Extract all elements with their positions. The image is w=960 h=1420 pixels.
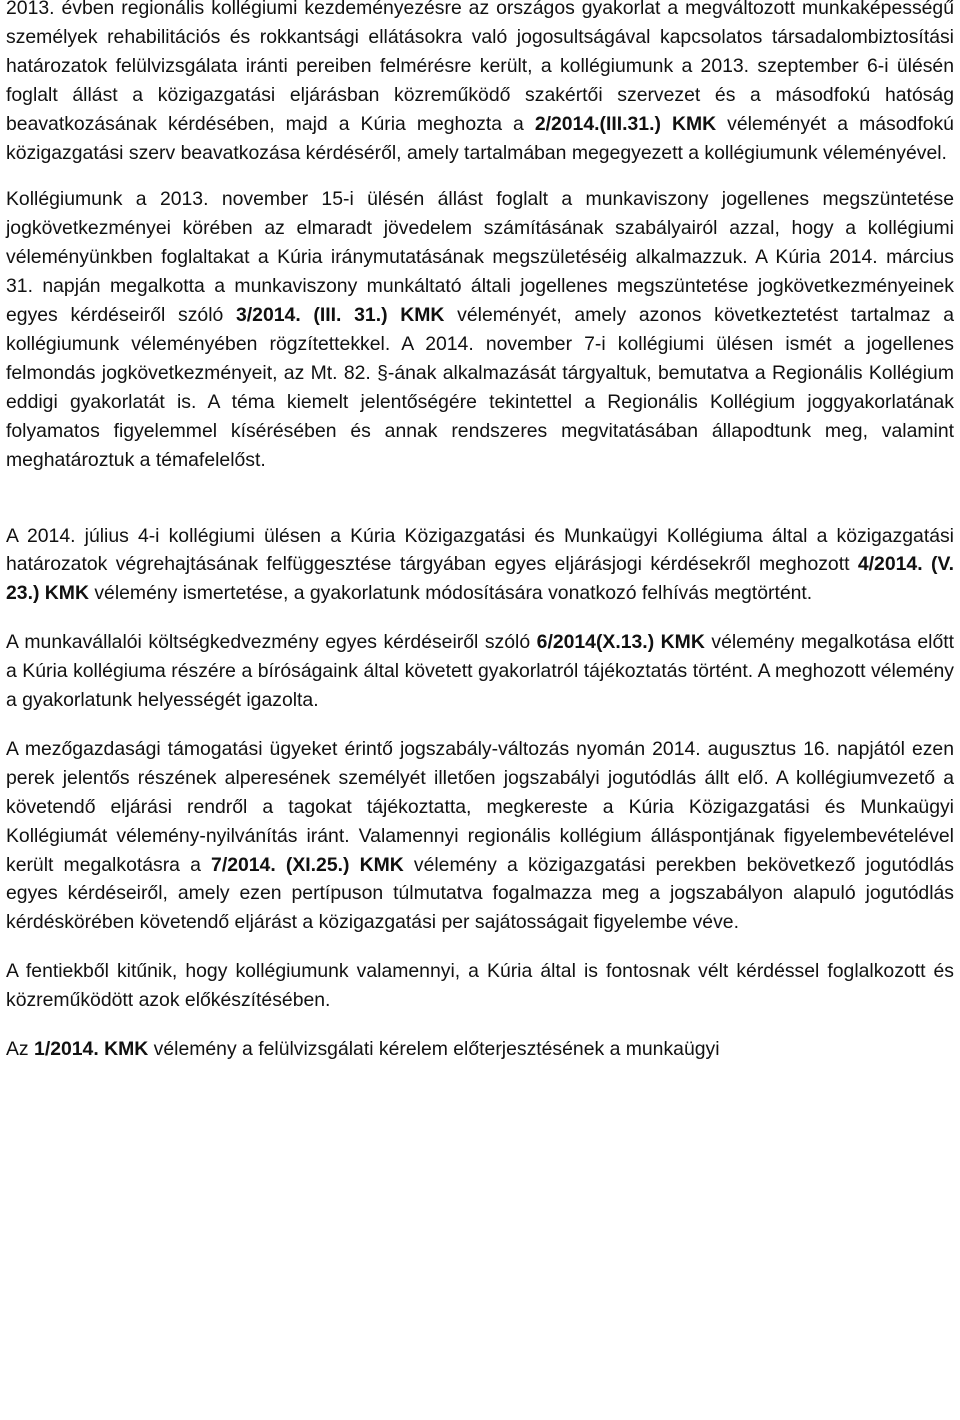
paragraph [6,1035,954,1064]
text-segment: 2013. évben regionális kollégiumi kezdeményezésre az országos gyakorlat a megváltozott munkaképességű személyek rehabilitációs és rokkantsági ellátásokra való jogosultságával kapcsolatos társadalombiztosítási határozatok felülvizsgálata iránti pereiben felmérésre került, a kollégiumunk a 2013. szeptember 6-i ülésén foglalt állást a közigazgatási eljárásban közreműködő szakértői szervezet és a másodfokú hatóság beavatkozásának kérdésében, majd a Kúria meghozta a [6,0,954,135]
paragraph [6,522,954,609]
paragraph-spacer [6,167,954,185]
text-segment: vélemény a közigazgatási perekben bekövetkező jogutódlás egyes kérdéseiről, amely ezen pertípuson túlmutatva fogalmazza meg a jogszabályon alapuló jogutódlás kérdéskörében követendő eljárást a közigazgatási per sajátosságait figyelembe véve. [6,853,954,934]
paragraph-spacer [6,1015,954,1035]
text-segment: vélemény a felülvizsgálati kérelem előterjesztésének a munkaügyi [148,1038,720,1061]
paragraph [6,735,954,937]
reference-number: 4/2014. (V. 23.) KMK [6,553,954,605]
paragraph [6,185,954,474]
text-segment: A munkavállalói költségkedvezmény egyes kérdéseiről szóló [6,631,537,654]
text-segment: Kollégiumunk a 2013. november 15-i ülésén állást foglalt a munkaviszony jogellenes megszüntetése jogkövetkezményei körében az elmaradt jövedelem számításának szabályairól azzal, hogy a kollégiumi véleményünkben foglaltakat a Kúria iránymutatásának megszületéséig alkalmazzuk. A Kúria 2014. március 31. napján megalkotta a munkaviszony munkáltató általi jogellenes megszüntetése jogkövetkezményeinek egyes kérdéseiről szóló [6,188,954,327]
reference-number: 7/2014. (XI.25.) KMK [211,853,404,876]
paragraph [6,957,954,1015]
reference-number: 1/2014. KMK [34,1038,149,1061]
text-segment: A fentiekből kitűnik, hogy kollégiumunk valamennyi, a Kúria által is fontosnak vélt kérdéssel foglalkozott és közreműködött azok előkészítésében. [6,960,954,1012]
paragraph-spacer [6,937,954,957]
text-segment: vélemény megalkotása előtt a Kúria kollégiuma részére a bíróságaink által követett gyakorlatról tájékoztatás történt. A meghozott vélemény a gyakorlatunk helyességét igazolta. [6,631,955,712]
paragraph-spacer [6,715,954,735]
paragraph-spacer [6,475,954,522]
text-segment: A mezőgazdasági támogatási ügyeket érintő jogszabály-változás nyomán 2014. augusztus 16. napjától ezen perek jelentős részének alperesének személyét illetően jogszabályi jogutódlás állt elő. A kollégiumvezető a követendő eljárási rendről a tagokat tájékoztatta, megkereste a Kúria Közigazgatási és Munkaügyi Kollégiumát vélemény-nyilvánítás iránt. Valamennyi regionális kollégium álláspontjának figyelembevételével került megalkotásra a [6,737,954,876]
paragraph [6,628,954,715]
text-segment: véleményét, amely azonos következtetést tartalmaz a kollégiumunk véleményében rögzítettekkel. A 2014. november 7-i kollégiumi ülésen ismét a jogellenes felmondás jogkövetkezményeit, az Mt. 82. §-ának alkalmazását tárgyaltuk, bemutatva a Regionális Kollégium eddigi gyakorlatát is. A téma kiemelt jelentőségére tekintettel a Regionális Kollégium joggyakorlatának folyamatos figyelemmel kísérésében és annak rendszeres megvitatásában állapodtunk meg, valamint meghatároztuk a témafelelőst. [6,304,955,471]
paragraph-spacer [6,608,954,628]
paragraph [6,0,954,167]
text-segment: vélemény ismertetése, a gyakorlatunk módosítására vonatkozó felhívás megtörtént. [88,582,813,605]
reference-number: 2/2014.(III.31.) KMK [534,112,717,135]
reference-number: 6/2014(X.13.) KMK [536,631,705,654]
reference-number: 3/2014. (III. 31.) KMK [236,304,445,327]
text-segment: Az [6,1038,35,1061]
text-segment: A 2014. július 4-i kollégiumi ülésen a Kúria Közigazgatási és Munkaügyi Kollégiuma által a közigazgatási határozatok végrehajtásának felfüggesztése tárgyában egyes eljárásjogi kérdésekről meghozott [6,524,954,576]
document-page [6,0,954,1064]
text-segment: véleményét a másodfokú közigazgatási szerv beavatkozása kérdéséről, amely tartalmában megegyezett a kollégiumunk véleményével. [6,112,954,164]
